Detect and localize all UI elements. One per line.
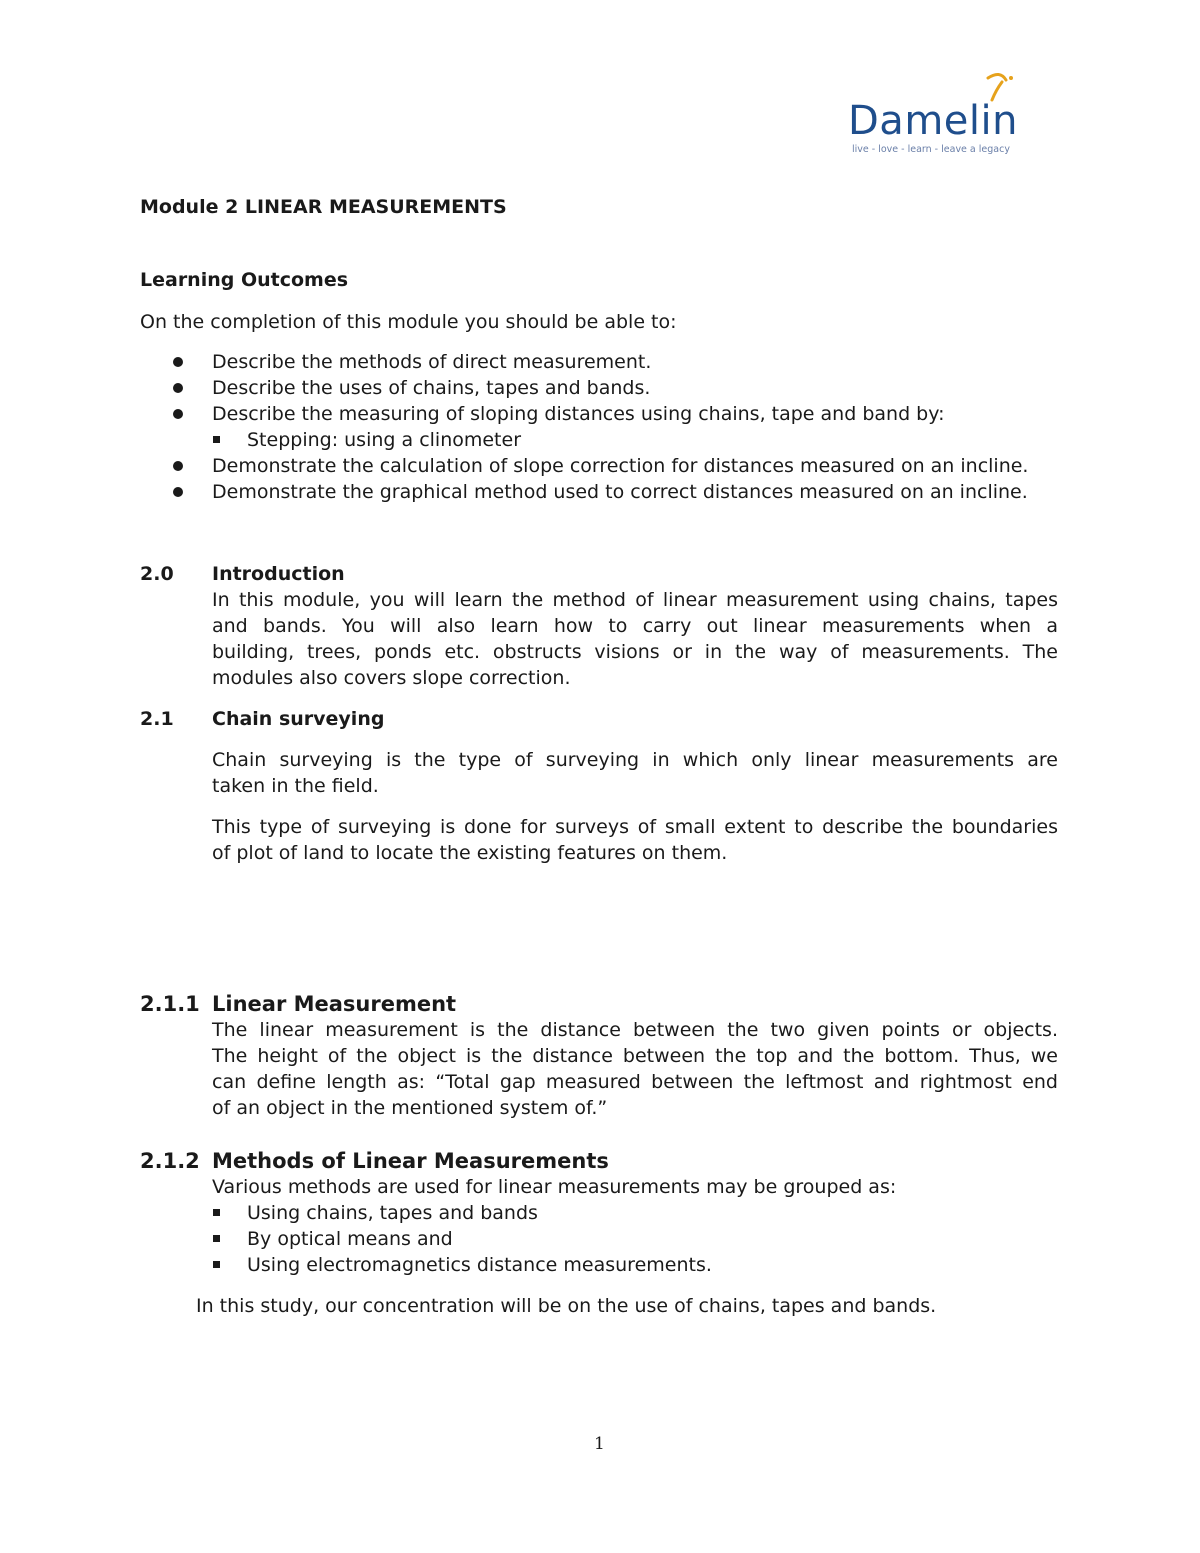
paragraph-line: can define length as: “Total gap measured between the leftmost and rightmost end <box>212 1071 1058 1093</box>
bullet-icon <box>173 461 183 471</box>
closing-paragraph: In this study, our concentration will be on the use of chains, tapes and bands. <box>196 1295 937 1317</box>
bullet-icon <box>173 383 183 393</box>
damelin-logo <box>846 70 1046 156</box>
section-number: 2.1 <box>140 708 174 730</box>
section-number: 2.1.1 <box>140 992 200 1016</box>
section-heading: Methods of Linear Measurements <box>212 1149 609 1173</box>
bullet-icon <box>173 357 183 367</box>
outcome-item: Describe the methods of direct measurement. <box>212 351 652 373</box>
paragraph-line: This type of surveying is done for surveys of small extent to describe the boundaries <box>212 816 1058 838</box>
logo-wordmark: Damelin <box>848 98 1018 144</box>
section-number: 2.0 <box>140 563 174 585</box>
logo-tagline: live - love - learn - leave a legacy <box>852 144 1010 155</box>
module-title: Module 2 LINEAR MEASUREMENTS <box>140 196 507 218</box>
paragraph-line: taken in the field. <box>212 775 379 797</box>
paragraph-line: The height of the object is the distance between the top and the bottom. Thus, we <box>212 1045 1058 1067</box>
paragraph-line: Chain surveying is the type of surveying in which only linear measurements are <box>212 749 1058 771</box>
paragraph-line: Various methods are used for linear measurements may be grouped as: <box>212 1176 897 1198</box>
outcome-item: Describe the measuring of sloping distances using chains, tape and band by: <box>212 403 945 425</box>
square-bullet-icon <box>213 1209 220 1216</box>
bullet-icon <box>173 487 183 497</box>
outcome-subitem: Stepping: using a clinometer <box>247 429 522 451</box>
outcomes-intro: On the completion of this module you should be able to: <box>140 311 677 333</box>
outcomes-heading: Learning Outcomes <box>140 269 349 291</box>
outcome-item: Demonstrate the graphical method used to correct distances measured on an incline. <box>212 481 1028 503</box>
paragraph-line: and bands. You will also learn how to carry out linear measurements when a <box>212 615 1058 637</box>
paragraph-line: of plot of land to locate the existing features on them. <box>212 842 728 864</box>
section-heading: Chain surveying <box>212 708 385 730</box>
outcome-item: Describe the uses of chains, tapes and bands. <box>212 377 651 399</box>
page-number: 1 <box>594 1434 605 1454</box>
section-heading: Introduction <box>212 563 345 585</box>
square-bullet-icon <box>213 1261 220 1268</box>
paragraph-line: The linear measurement is the distance between the two given points or objects. <box>212 1019 1058 1041</box>
method-item: By optical means and <box>247 1228 453 1250</box>
paragraph-line: building, trees, ponds etc. obstructs visions or in the way of measurements. The <box>212 641 1058 663</box>
paragraph-line: In this module, you will learn the method of linear measurement using chains, tapes <box>212 589 1058 611</box>
square-bullet-icon <box>213 436 220 443</box>
method-item: Using chains, tapes and bands <box>247 1202 538 1224</box>
bullet-icon <box>173 409 183 419</box>
paragraph-line: modules also covers slope correction. <box>212 667 571 689</box>
section-number: 2.1.2 <box>140 1149 200 1173</box>
section-heading: Linear Measurement <box>212 992 457 1016</box>
paragraph-line: of an object in the mentioned system of.” <box>212 1097 608 1119</box>
method-item: Using electromagnetics distance measurements. <box>247 1254 712 1276</box>
square-bullet-icon <box>213 1235 220 1242</box>
outcome-item: Demonstrate the calculation of slope correction for distances measured on an incline. <box>212 455 1029 477</box>
